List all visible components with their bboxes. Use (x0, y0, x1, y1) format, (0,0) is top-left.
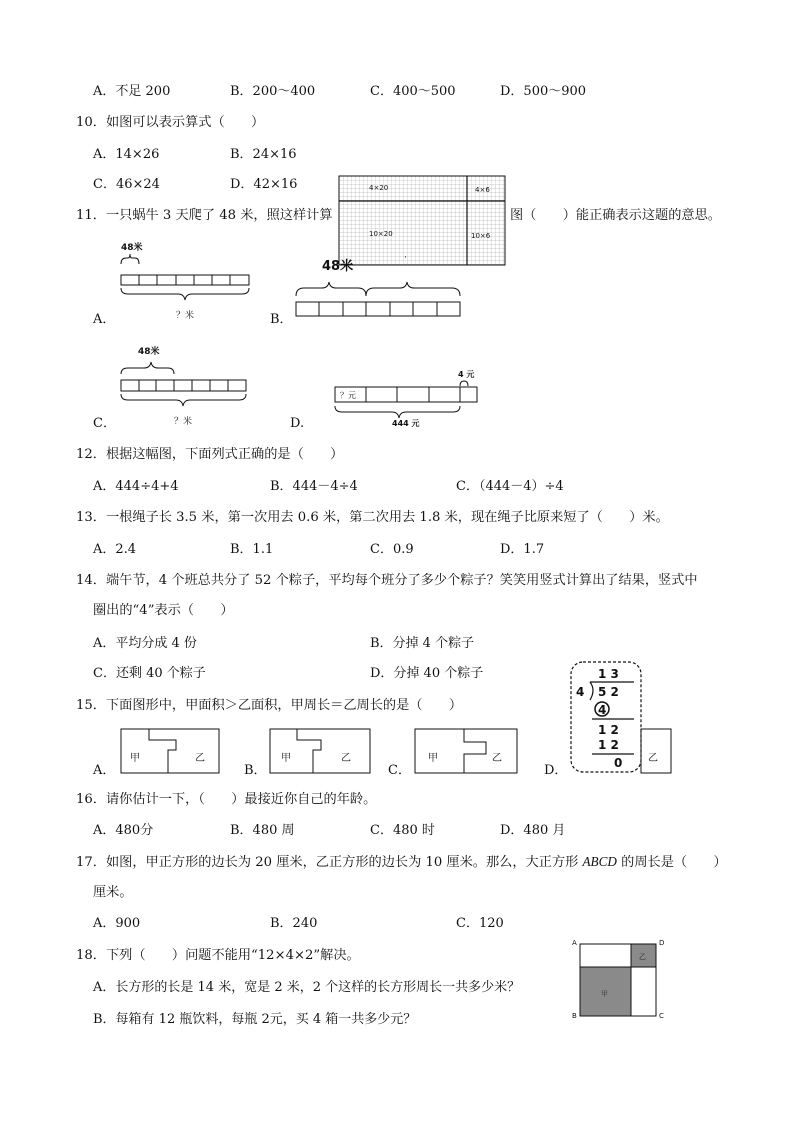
q13-option-c: C．0.9 (370, 542, 414, 557)
q11-fig-a (118, 238, 253, 328)
q17-option-a: A．900 (93, 916, 141, 931)
q14-division-figure (568, 660, 644, 774)
q16-stem: 16．请你估计一下，（ ）最接近你自己的年龄。 (76, 792, 377, 807)
q14-option-b: B．分掉 4 个粽子 (370, 636, 475, 651)
fig17-label-a: A (572, 939, 577, 947)
q15-letter-d: D． (544, 763, 568, 778)
q15-b-jia: 甲 (281, 753, 291, 764)
grid-label-10x6: 10×6 (471, 232, 491, 240)
q17-stem-pre: 17．如图，甲正方形的边长为 20 厘米，乙正方形的边长为 10 厘米。那么，大正方形 (76, 855, 583, 870)
q11-fig-d-letter: D. (290, 416, 305, 431)
q13-option-a: A．2.4 (93, 542, 137, 557)
division-quotient: 1 3 (598, 667, 619, 681)
q16-option-d: D．480 月 (500, 823, 566, 838)
grid-label-10x20: 10×20 (369, 230, 393, 238)
q11-stem-part1: 11．一只蜗牛 3 天爬了 48 米，照这样计算 (76, 208, 333, 223)
division-circled-4: 4 (598, 703, 607, 717)
division-step2: 1 2 (598, 738, 619, 752)
q12-option-c: C．（444－4）÷4 (456, 479, 564, 494)
q15-a-jia: 甲 (130, 753, 140, 764)
q9-option-a: A．不足 200 (93, 84, 171, 99)
grid-label-4x20: 4×20 (369, 184, 389, 192)
q16-option-b: B．480 周 (230, 823, 295, 838)
q15-fig-b (269, 728, 371, 774)
q14-option-d: D．分掉 40 个粽子 (370, 666, 484, 681)
q10-stem: 10．如图可以表示算式（ ） (76, 115, 265, 130)
q17-square-figure (568, 936, 670, 1022)
fig-a-bottom-label: ？米 (176, 311, 195, 321)
svg-text:·: · (404, 253, 407, 263)
q14-stem-line2: 圈出的“4”表示（ ） (93, 603, 234, 618)
fig-d-left-label: ？元 (340, 391, 356, 400)
fig17-label-yi: 乙 (639, 953, 646, 961)
q12-stem: 12．根据这幅图，下面列式正确的是（ ） (76, 447, 344, 462)
q15-fig-a (120, 728, 220, 774)
q15-letter-a: A． (93, 763, 116, 778)
fig17-label-jia: 甲 (601, 990, 608, 998)
q13-stem: 13．一根绳子长 3.5 米，第一次用去 0.6 米，第二次用去 1.8 米，现在绳子比原来短了（ ）米。 (76, 510, 669, 525)
fig-c-bottom-label: ？米 (174, 417, 193, 427)
q15-d-yi: 乙 (648, 753, 658, 764)
q15-b-yi: 乙 (341, 753, 351, 764)
q10-option-a: A．14×26 (93, 147, 160, 162)
division-divisor: 4 (576, 685, 585, 699)
q9-option-d: D．500～900 (500, 84, 587, 99)
q15-fig-d (640, 728, 672, 774)
fig17-label-d: D (659, 939, 665, 947)
q15-a-yi: 乙 (195, 753, 205, 764)
q17-option-c: C．120 (456, 916, 504, 931)
q15-letter-b: B． (244, 763, 267, 778)
q9-option-b: B．200～400 (230, 84, 316, 99)
q17-stem-line2: 厘米。 (93, 885, 133, 900)
q10-option-d: D．42×16 (230, 177, 298, 192)
division-step1: 1 2 (598, 723, 619, 737)
q11-fig-d (334, 366, 482, 432)
q15-c-jia: 甲 (428, 753, 438, 764)
q13-option-b: B．1.1 (230, 542, 274, 557)
q11-fig-c (118, 342, 253, 432)
q14-stem-line1: 14．端午节，4 个班总共分了 52 个粽子，平均每个班分了多少个粽子？笑笑用竖式计算出了结果，竖式中 (76, 573, 698, 588)
q17-stem (76, 854, 727, 871)
q12-option-b: B．444－4÷4 (270, 479, 358, 494)
q17-stem-abcd: ABCD (582, 854, 617, 869)
fig-c-top-label: 48米 (138, 347, 160, 357)
q10-option-c: C．46×24 (93, 177, 160, 192)
q10-option-b: B．24×16 (230, 147, 297, 162)
q18-option-b: B．每箱有 12 瓶饮料，每瓶 2元，买 4 箱一共多少元？ (93, 1012, 417, 1027)
q9-option-c: C．400～500 (370, 84, 456, 99)
fig-a-top-label: 48米 (121, 243, 143, 253)
q13-option-d: D．1.7 (500, 542, 545, 557)
q16-option-a: A．480分 (93, 823, 154, 838)
q15-c-yi: 乙 (492, 753, 502, 764)
q18-option-a: A．长方形的长是 14 米，宽是 2 米，2 个这样的长方形周长一共多少米？ (93, 980, 521, 995)
fig17-label-b: B (572, 1012, 577, 1020)
q11-fig-a-letter: A． (93, 312, 116, 327)
q14-option-a: A．平均分成 4 份 (93, 636, 197, 651)
q11-fig-b-letter: B． (270, 312, 293, 327)
q17-stem-post: 的周长是（ ） (616, 855, 727, 870)
q11-fig-c-letter: C． (93, 416, 116, 431)
q15-stem: 15．下面图形中，甲面积＞乙面积，甲周长＝乙周长的是（ ） (76, 698, 463, 713)
q16-option-c: C．480 时 (370, 823, 435, 838)
fig-d-bottom-label: 444 元 (392, 419, 420, 428)
q11-stem-part2: 图（ ）能正确表示这题的意思。 (510, 208, 721, 223)
fig-b-top-label: 48米 (322, 259, 354, 274)
division-remainder: 0 (614, 756, 623, 770)
q15-letter-c: C． (388, 763, 411, 778)
q14-option-c: C．还剩 40 个粽子 (93, 666, 206, 681)
grid-label-4x6: 4×6 (475, 186, 490, 194)
q15-fig-c (414, 728, 518, 774)
q17-option-b: B．240 (270, 916, 318, 931)
fig-d-right-label: 4 元 (458, 370, 475, 379)
fig17-label-c: C (659, 1012, 664, 1020)
q18-stem: 18．下列（ ）问题不能用“12×4×2”解决。 (76, 948, 360, 963)
q12-option-a: A．444÷4+4 (93, 479, 179, 494)
q11-fig-b (292, 252, 464, 322)
division-dividend: 5 2 (598, 685, 619, 699)
